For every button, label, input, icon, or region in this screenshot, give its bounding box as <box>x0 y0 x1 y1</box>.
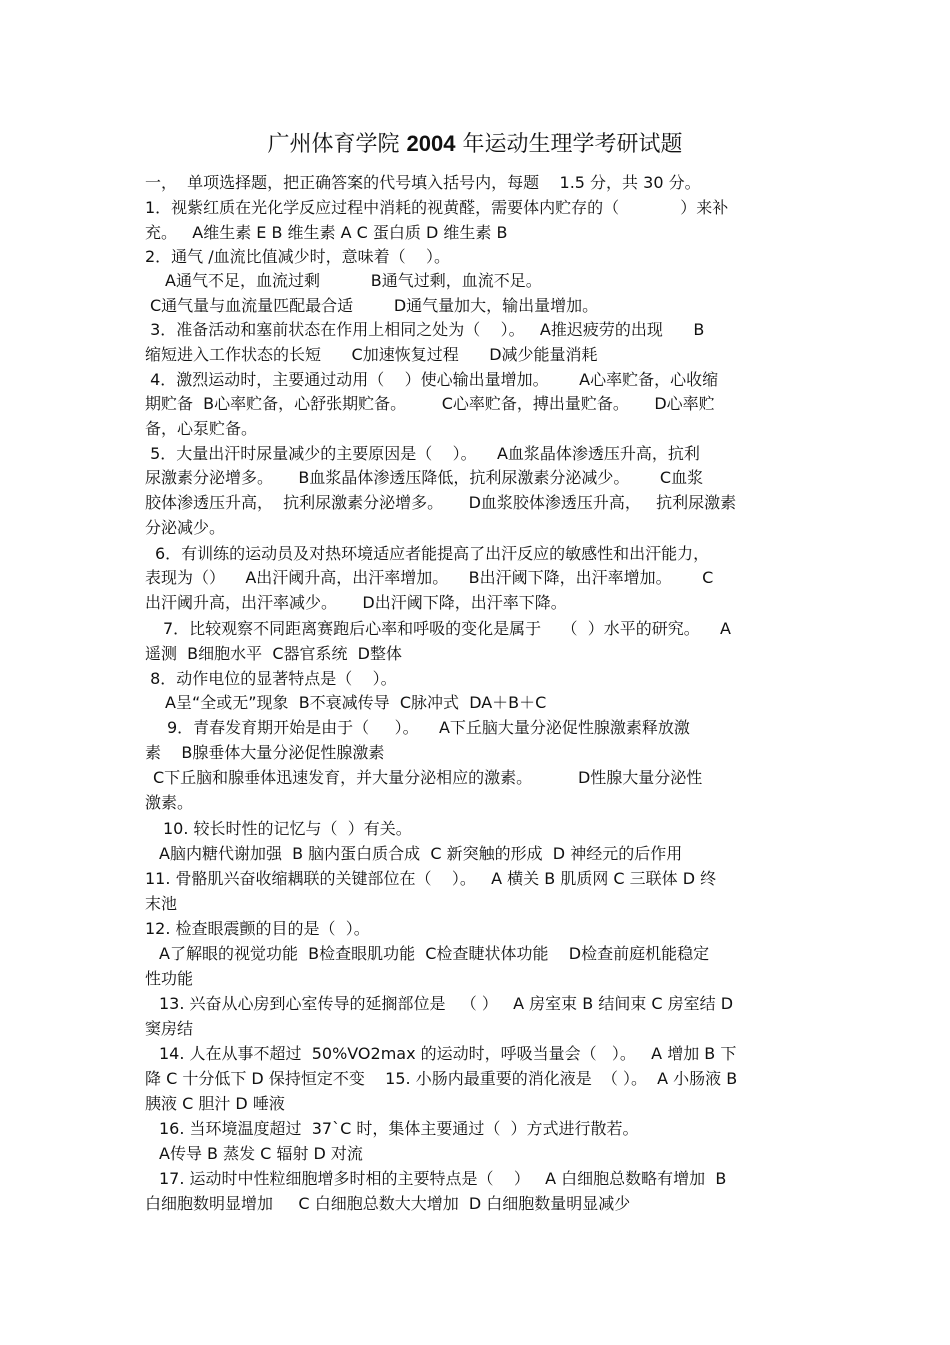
text-line: 4．激烈运动时，主要通过动用（ ）使心输出量增加。 A心率贮备，心收缩 <box>145 370 719 389</box>
text-line: A传导 B 蒸发 C 辐射 D 对流 <box>159 1144 363 1163</box>
title-prefix: 广州体育学院 <box>267 132 407 157</box>
text-line: 性功能 <box>145 969 194 988</box>
text-line: 一， 单项选择题，把正确答案的代号填入括号内，每题 1.5 分，共 30 分。 <box>145 173 701 192</box>
text-line: 5．大量出汗时尿量减少的主要原因是（ ）。 A血浆晶体渗透压升高，抗利 <box>145 444 700 463</box>
text-line: C下丘脑和腺垂体迅速发育，并大量分泌相应的激素。 D性腺大量分泌性 <box>153 768 703 787</box>
text-line: C通气量与血流量匹配最合适 D通气量加大，输出量增加。 <box>150 296 599 315</box>
text-line: A了解眼的视觉功能 B检查眼肌功能 C检查睫状体功能 D检查前庭机能稳定 <box>159 944 710 963</box>
text-line: 12. 检查眼震颤的目的是（ ）。 <box>145 919 370 938</box>
title-year: 2004 <box>406 131 456 156</box>
text-line: 9．青春发育期开始是由于（ ）。 A下丘脑大量分泌促性腺激素释放激 <box>167 718 690 737</box>
text-line: 7．比较观察不同距离赛跑后心率和呼吸的变化是属于 （ ）水平的研究。 A <box>163 619 731 638</box>
text-line: 8．动作电位的显著特点是（ ）。 <box>145 669 397 688</box>
text-line: 表现为（） A出汗阈升高，出汗率增加。 B出汗阈下降，出汗率增加。 C <box>145 568 714 587</box>
text-line: 3．准备活动和塞前状态在作用上相同之处为（ ）。 A推迟疲劳的出现 B <box>145 320 705 339</box>
text-line: 10. 较长时性的记忆与（ ）有关。 <box>163 819 412 838</box>
document-title <box>0 128 950 161</box>
text-line: 充。 A维生素 E B 维生素 A C 蛋白质 D 维生素 B <box>145 223 508 242</box>
text-line: A脑内糖代谢加强 B 脑内蛋白质合成 C 新突触的形成 D 神经元的后作用 <box>159 844 683 863</box>
text-line: 2．通气 /血流比值减少时，意味着（ ）。 <box>145 247 451 266</box>
text-line: 窦房结 <box>145 1019 194 1038</box>
text-line: 备，心泵贮备。 <box>145 419 258 438</box>
text-line: 17. 运动时中性粒细胞增多时相的主要特点是（ ） A 白细胞总数略有增加 B <box>159 1169 727 1188</box>
text-line: 激素。 <box>145 793 194 812</box>
text-line: 降 C 十分低下 D 保持恒定不变 15. 小肠内最重要的消化液是 （ ）。 A 小肠液 B <box>145 1069 738 1088</box>
text-line: 11. 骨骼肌兴奋收缩耦联的关键部位在（ ）。 A 横关 B 肌质网 C 三联体 D 终 <box>145 869 717 888</box>
title-suffix: 年运动生理学考研试题 <box>455 132 683 157</box>
text-line: A通气不足，血流过剩 B通气过剩，血流不足。 <box>165 271 542 290</box>
text-line: 尿激素分泌增多。 B血浆晶体渗透压降低，抗利尿激素分泌减少。 C血浆 <box>145 468 704 487</box>
text-line: 分泌减少。 <box>145 518 226 537</box>
text-line: 1．视紫红质在光化学反应过程中消耗的视黄醛，需要体内贮存的（ ）来补 <box>145 198 729 217</box>
text-line: 期贮备 B心率贮备，心舒张期贮备。 C心率贮备，搏出量贮备。 D心率贮 <box>145 394 715 413</box>
text-line: 14. 人在从事不超过 50%VO2max 的运动时，呼吸当量会（ ）。 A 增加 B 下 <box>159 1044 737 1063</box>
text-line: 缩短进入工作状态的长短 C加速恢复过程 D减少能量消耗 <box>145 345 598 364</box>
text-line: 胶体渗透压升高， 抗利尿激素分泌增多。 D血浆胶体渗透压升高， 抗利尿激素 <box>145 493 737 512</box>
text-line: 素 B腺垂体大量分泌促性腺激素 <box>145 743 385 762</box>
text-line: A呈“全或无”现象 B不衰减传导 C脉冲式 DA＋B＋C <box>165 693 547 712</box>
text-line: 末池 <box>145 894 178 913</box>
text-line: 16. 当环境温度超过 37`C 时，集体主要通过（ ）方式进行散若。 <box>159 1119 639 1138</box>
text-line: 遥测 B细胞水平 C器官系统 D整体 <box>145 644 402 663</box>
text-line: 13. 兴奋从心房到心室传导的延搁部位是 （ ） A 房室束 B 结间束 C 房室结 D <box>159 994 734 1013</box>
text-line: 白细胞数明显增加 C 白细胞总数大大增加 D 白细胞数量明显减少 <box>145 1194 631 1213</box>
text-line: 出汗阈升高，出汗率减少。 D出汗阈下降，出汗率下降。 <box>145 593 567 612</box>
text-line: 6．有训练的运动员及对热环境适应者能提高了出汗反应的敏感性和出汗能力， <box>155 544 710 563</box>
text-line: 胰液 C 胆汁 D 唾液 <box>145 1094 285 1113</box>
